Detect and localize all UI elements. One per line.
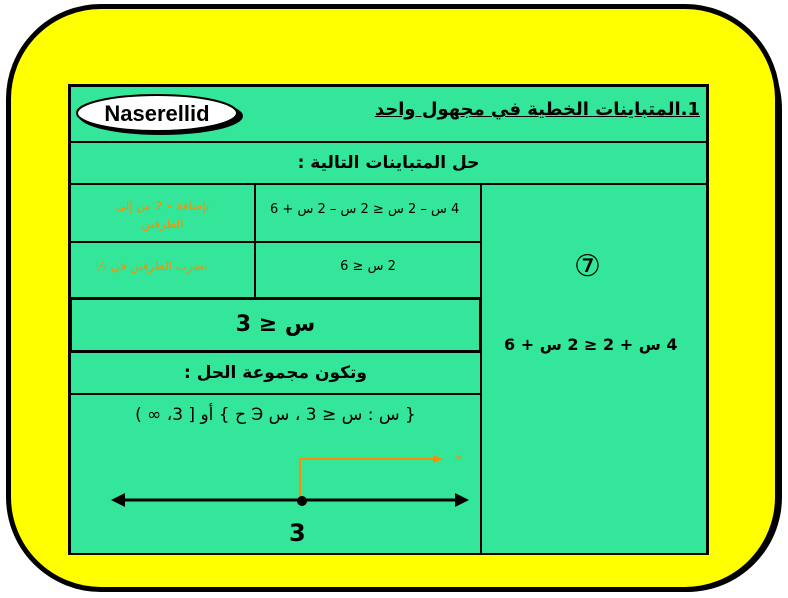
infinity-label: ∞ — [454, 451, 464, 464]
result: س ≤ 3 — [235, 312, 316, 337]
solution-label-cell — [70, 352, 481, 394]
problem-cell — [481, 184, 707, 555]
step-1-note: بإضافة – 2 س إلى الطرفين — [115, 199, 210, 231]
step-2-note: بضرب الطرفين في ½ — [95, 259, 208, 273]
logo-badge — [75, 93, 243, 135]
axis-left-arrowhead — [111, 493, 125, 507]
point-label: 3 — [289, 519, 306, 547]
step-2-note-cell — [70, 242, 255, 298]
step-1-expression-cell — [255, 184, 481, 242]
subtitle-row — [70, 142, 707, 184]
logo-text: Naserellid — [104, 101, 210, 126]
solution-set-label: وتكون مجموعة الحل : — [184, 363, 367, 383]
problem-number: ⑦ — [574, 249, 601, 284]
axis-right-arrowhead — [455, 493, 469, 507]
page-title: 1.المتباينات الخطية في مجهول واحد — [374, 99, 700, 120]
solution-set: { س : س ≤ 3 ، س Э ح } أو [ 3، ∞ ) — [135, 405, 416, 425]
step-1-note-cell — [70, 184, 255, 242]
step-2-expression-cell — [255, 242, 481, 298]
step-1-expression: 4 س – 2 س ≤ 2 س – 2 س + 6 — [270, 202, 460, 217]
point-marker — [297, 496, 307, 506]
header-row — [70, 86, 707, 142]
number-line — [71, 435, 480, 553]
result-cell — [70, 298, 481, 352]
worksheet-board — [68, 84, 709, 555]
solution-ray-arrowhead — [433, 455, 443, 463]
solution-cell — [70, 394, 481, 555]
problem-inequality: 4 س + 2 ≤ 2 س + 6 — [504, 335, 678, 354]
subtitle: حل المتباينات التالية : — [297, 153, 480, 173]
step-2-expression: 2 س ≤ 6 — [340, 259, 396, 274]
